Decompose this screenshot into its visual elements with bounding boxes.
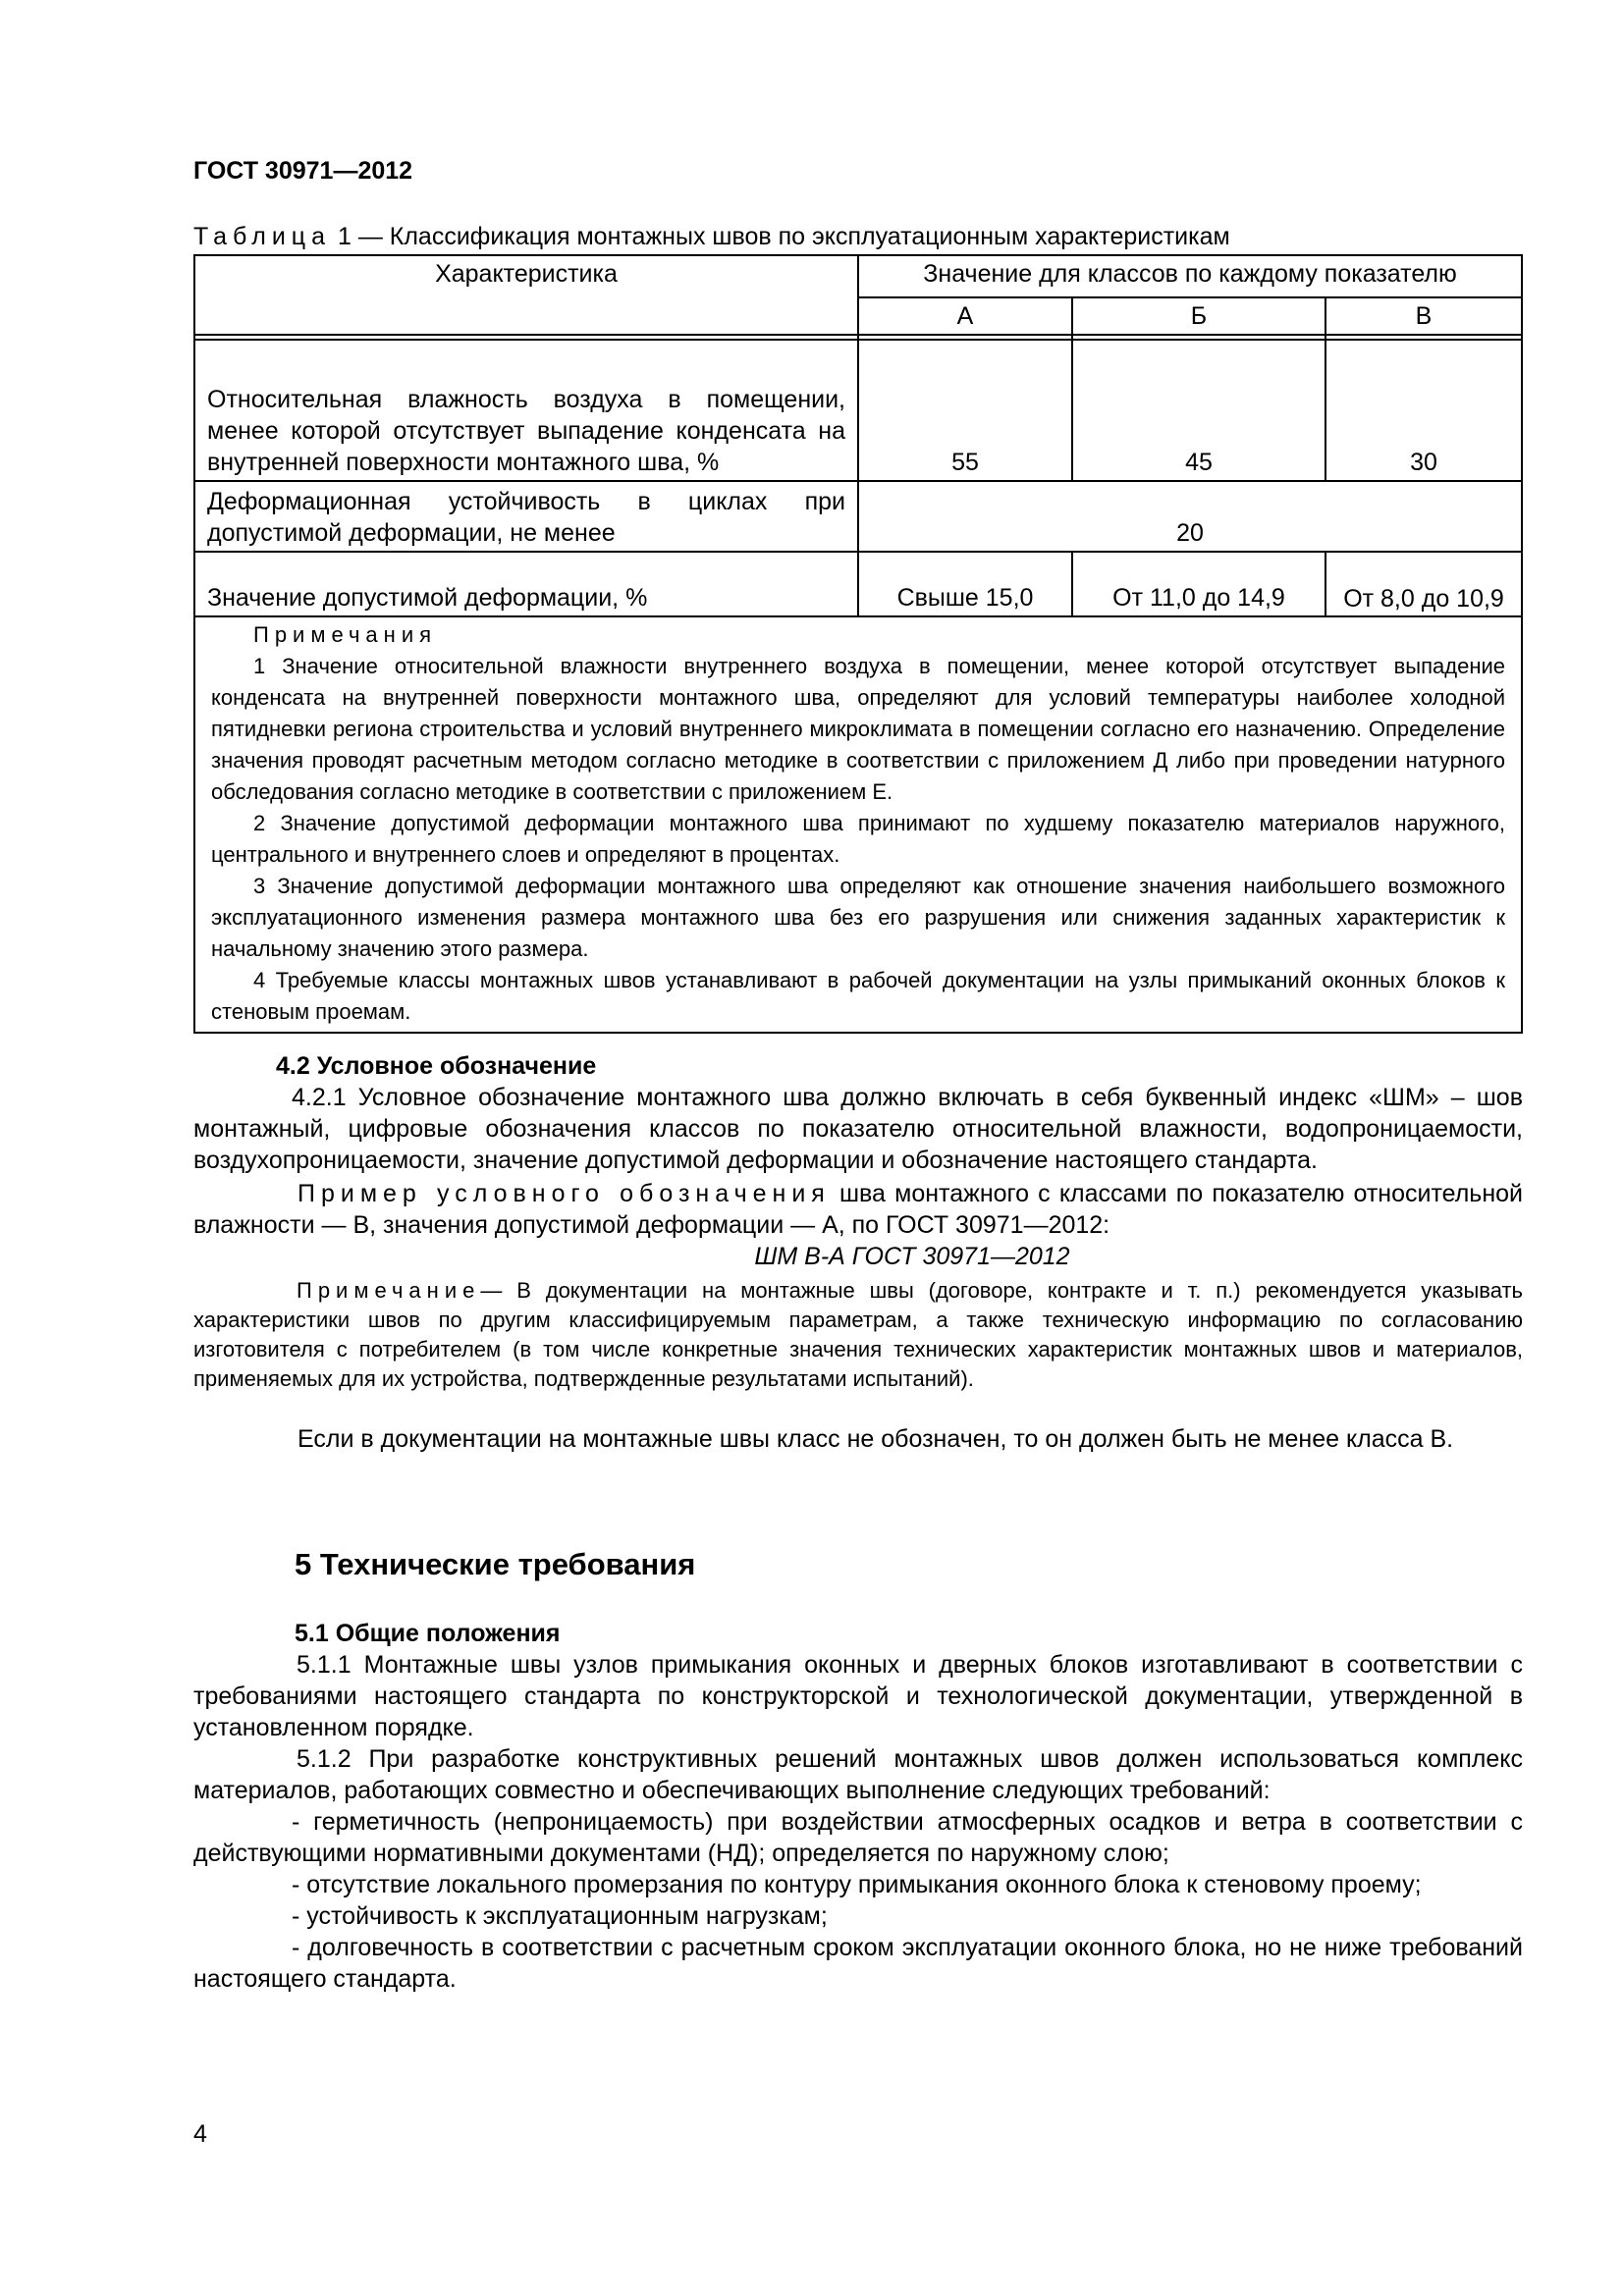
note-item: 2 Значение допустимой деформации монтажного шва принимают по худшему показателю материалов наружного, центрального и внутреннего слоев и определяют в процентах.: [211, 811, 1506, 867]
section-5-1: [193, 1618, 1523, 1995]
row-label: Относительная влажность воздуха в помещении, менее которой отсутствует выпадение конденсата на внутренней поверхности монтажного шва, %: [194, 340, 858, 481]
cell-value: 45: [1072, 340, 1325, 481]
header-values: Значение для классов по каждому показателю: [858, 255, 1522, 297]
list-item: - отсутствие локального промерзания по контуру примыкания оконного блока к стеновому проему;: [292, 1871, 1422, 1898]
section-4-2: [193, 1050, 1523, 1455]
example-text: шва монтажного с классами по показателю относительной влажности — В, значения допустимой деформации — А, по ГОСТ 30971—2012:: [193, 1180, 1523, 1239]
table-row: [194, 340, 1522, 481]
table-caption: [193, 222, 1230, 251]
cell-value-merged: 20: [858, 481, 1522, 552]
cell-value: Свыше 15,0: [858, 552, 1072, 616]
note-paragraph: [193, 1276, 1523, 1394]
note-label: Примечание: [297, 1278, 481, 1303]
paragraph: 4.2.1 Условное обозначение монтажного шва должно включать в себя буквенный индекс «ШМ» – шов монтажный, цифровые обозначения классов по показателю относительной влажности, водопроницаемости, воздухопроницаемости, значение допустимой деформации и обозначение настоящего стандарта.: [193, 1084, 1523, 1174]
paragraph: 5.1.1 Монтажные швы узлов примыкания оконных и дверных блоков изготавливают в соответствии с требованиями настоящего стандарта по конструкторской и технологической документации, утвержденной в установленном порядке.: [193, 1651, 1523, 1741]
paragraph: Если в документации на монтажные швы класс не обозначен, то он должен быть не менее класса В.: [298, 1425, 1454, 1453]
cell-value: От 8,0 до 10,9: [1325, 552, 1522, 616]
cell-value: 55: [858, 340, 1072, 481]
classification-table: [193, 254, 1523, 1034]
list-item: - устойчивость к эксплуатационным нагрузкам;: [292, 1902, 828, 1930]
list-item: - долговечность в соответствии с расчетным сроком эксплуатации оконного блока, но не ниже требований настоящего стандарта.: [193, 1934, 1523, 1993]
header-characteristic: Характеристика: [194, 255, 858, 335]
row-label: Значение допустимой деформации, %: [194, 552, 858, 616]
note-item: 3 Значение допустимой деформации монтажного шва определяют как отношение значения наибольшего возможного эксплуатационного изменения размера монтажного шва без его разрушения или снижения заданных характеристик к начальному значению этого размера.: [211, 874, 1506, 961]
list-item: - герметичность (непроницаемость) при воздействии атмосферных осадков и ветра в соответствии с действующими нормативными документами (НД); определяется по наружному слою;: [193, 1808, 1523, 1867]
header-class-a: А: [858, 297, 1072, 335]
example-code: ШМ В-А ГОСТ 30971—2012: [754, 1243, 1070, 1270]
header-class-v: В: [1325, 297, 1522, 335]
paragraph: 5.1.2 При разработке конструктивных решений монтажных швов должен использоваться комплекс материалов, работающих совместно и обеспечивающих выполнение следующих требований:: [193, 1745, 1523, 1804]
example-label: Пример условного обозначения: [298, 1180, 831, 1207]
table-caption-word: Таблица: [193, 223, 332, 250]
example-paragraph: [193, 1178, 1523, 1241]
table-row: [194, 552, 1522, 616]
table-notes: [194, 616, 1522, 1033]
cell-value: От 11,0 до 14,9: [1072, 552, 1325, 616]
section-5-heading: 5 Технические требования: [295, 1547, 696, 1581]
subsection-heading: 5.1 Общие положения: [295, 1620, 561, 1647]
note-item: 1 Значение относительной влажности внутреннего воздуха в помещении, менее которой отсутствует выпадение конденсата на внутренней поверхности монтажного шва, определяют для условий температуры наиболее холодной пятидневки региона строительства и условий внутреннего микроклимата в помещении согласно его назначению. Определение значения проводят расчетным методом согласно методике в соответствии с приложением Д либо при проведении натурного обследования согласно методике в соответствии с приложением Е.: [211, 654, 1506, 804]
page-number: 4: [193, 2120, 207, 2148]
notes-title: Примечания: [253, 622, 438, 647]
table-caption-text: 1 — Классификация монтажных швов по эксплуатационным характеристикам: [337, 223, 1230, 250]
note-item: 4 Требуемые классы монтажных швов устанавливают в рабочей документации на узлы примыканий оконных блоков к стеновым проемам.: [211, 968, 1506, 1024]
section-heading: 4.2 Условное обозначение: [276, 1052, 597, 1080]
header-class-b: Б: [1072, 297, 1325, 335]
row-label: Деформационная устойчивость в циклах при допустимой деформации, не менее: [194, 481, 858, 552]
cell-value: 30: [1325, 340, 1522, 481]
table-row: [194, 481, 1522, 552]
note-text: — В документации на монтажные швы (договоре, контракте и т. п.) рекомендуется указывать характеристики швов по другим классифицируемым параметрам, а также техническую информацию по согласованию изготовителя с потребителем (в том числе конкретные значения технических характеристик монтажных швов и материалов, применяемых для их устройства, подтвержденные результатами испытаний).: [193, 1278, 1523, 1391]
doc-header: ГОСТ 30971—2012: [193, 157, 413, 185]
